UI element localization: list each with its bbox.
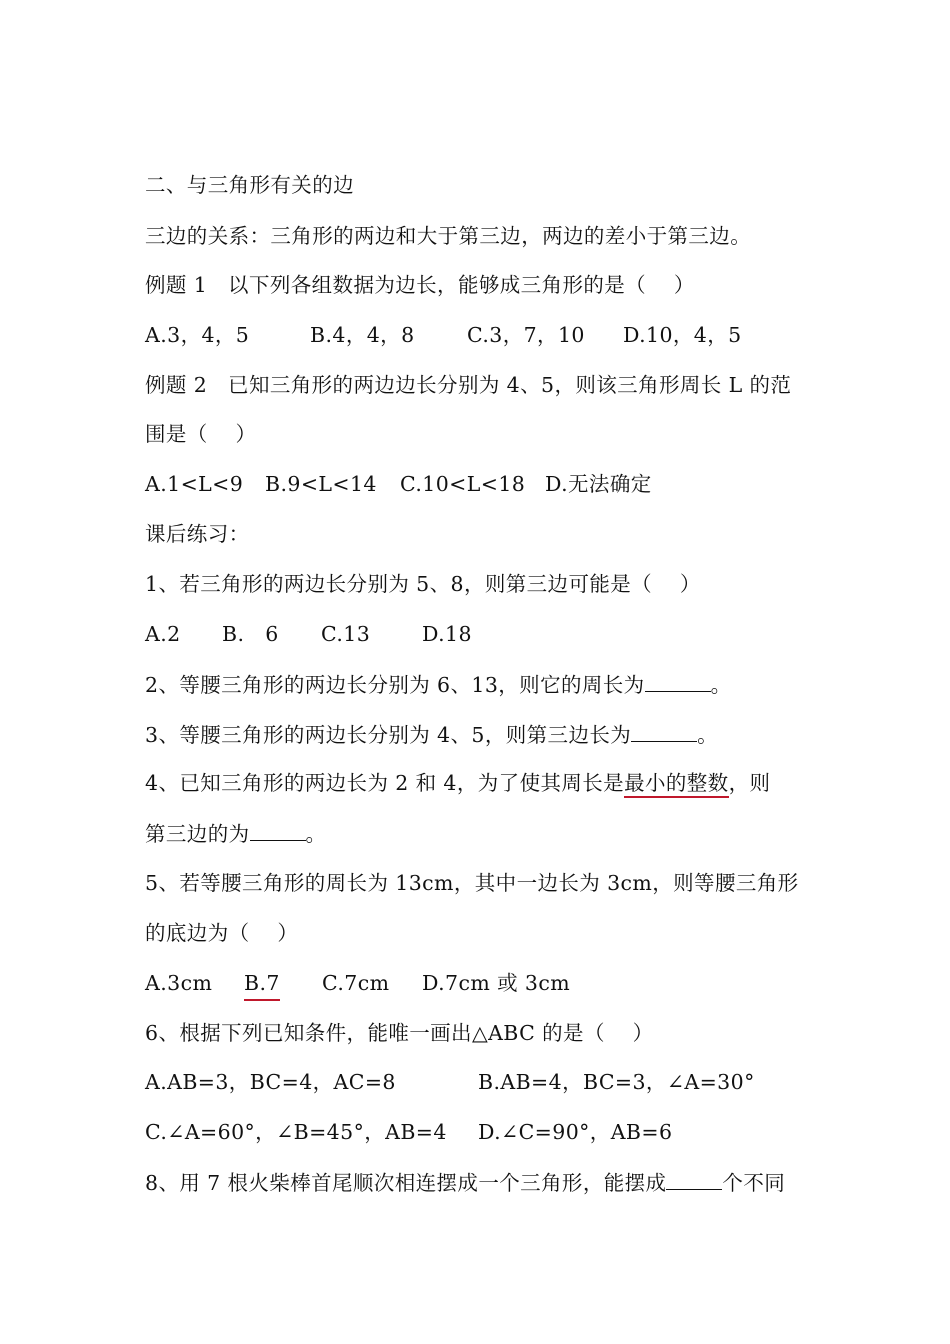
q2-text-before: 2、等腰三角形的两边长分别为 6、13，则它的周长为 — [145, 673, 645, 697]
q4-line2-before: 第三边的为 — [145, 822, 250, 846]
q6-question: 6、根据下列已知条件，能唯一画出△ABC 的是（ ） — [145, 1021, 654, 1045]
q3-question — [145, 719, 718, 749]
q5-options — [145, 968, 845, 998]
q5-question-line1: 5、若等腰三角形的周长为 13cm，其中一边长为 3cm，则等腰三角形 — [145, 871, 799, 895]
q2-answer-blank[interactable] — [645, 669, 711, 692]
q4-highlighted-phrase: 最小的整数 — [624, 771, 729, 798]
q4-question-line2 — [145, 818, 326, 848]
q8-text-before: 8、用 7 根火柴棒首尾顺次相连摆成一个三角形，能摆成 — [145, 1171, 667, 1195]
q6-options-row1 — [145, 1067, 845, 1097]
example2-option-a: A.1<L<9 — [145, 472, 244, 496]
example2-question-line1: 例题 2 已知三角形的两边边长分别为 4、5，则该三角形周长 L 的范 — [145, 373, 792, 397]
example1-option-d: D.10，4，5 — [623, 323, 742, 347]
q6-options-row2 — [145, 1117, 845, 1147]
q5-option-c: C.7cm — [322, 971, 390, 995]
section-title: 二、与三角形有关的边 — [145, 173, 354, 197]
example1-option-b: B.4，4，8 — [310, 323, 415, 347]
triangle-side-rule: 三边的关系：三角形的两边和大于第三边，两边的差小于第三边。 — [145, 224, 752, 248]
q3-text-after: 。 — [697, 723, 719, 747]
q4-text-after: ，则 — [728, 771, 771, 795]
example1-option-a: A.3，4，5 — [145, 323, 250, 347]
q5-option-a: A.3cm — [145, 971, 213, 995]
example2-option-b: B.9<L<14 — [265, 472, 377, 496]
q1-options — [145, 619, 845, 649]
q4-question-line1 — [145, 768, 770, 798]
q1-option-b: B. 6 — [222, 622, 279, 646]
q8-answer-blank[interactable] — [666, 1167, 722, 1190]
q3-text-before: 3、等腰三角形的两边长分别为 4、5，则第三边长为 — [145, 723, 632, 747]
example2-option-d: D.无法确定 — [545, 472, 652, 496]
q6-option-b: B.AB=4，BC=3，∠A=30° — [478, 1070, 755, 1094]
example2-options — [145, 469, 845, 499]
q6-option-d: D.∠C=90°，AB=6 — [478, 1120, 673, 1144]
q5-question-line2: 的底边为（ ） — [145, 921, 299, 945]
example2-option-c: C.10<L<18 — [400, 472, 526, 496]
example1-option-c: C.3，7，10 — [467, 323, 585, 347]
q5-option-b: B.7 — [244, 968, 280, 1001]
q5-option-d: D.7cm 或 3cm — [422, 971, 571, 995]
q3-answer-blank[interactable] — [631, 719, 697, 742]
q1-option-c: C.13 — [321, 622, 371, 646]
practice-title: 课后练习： — [145, 522, 250, 546]
example2-question-line2: 围是（ ） — [145, 422, 257, 446]
q1-option-a: A.2 — [145, 622, 181, 646]
q2-text-after: 。 — [710, 673, 732, 697]
q1-question: 1、若三角形的两边长分别为 5、8，则第三边可能是（ ） — [145, 572, 701, 596]
q2-question — [145, 669, 732, 699]
q4-line2-after: 。 — [305, 822, 327, 846]
q8-question — [145, 1167, 785, 1197]
q6-option-c: C.∠A=60°，∠B=45°，AB=4 — [145, 1120, 447, 1144]
example1-options — [145, 320, 845, 350]
example1-question: 例题 1 以下列各组数据为边长，能够成三角形的是（ ） — [145, 273, 695, 297]
q8-text-after: 个不同 — [722, 1171, 786, 1195]
q1-option-d: D.18 — [422, 622, 472, 646]
q6-option-a: A.AB=3，BC=4，AC=8 — [145, 1070, 396, 1094]
q4-text-before: 4、已知三角形的两边长为 2 和 4，为了使其周长是 — [145, 771, 625, 795]
q4-answer-blank[interactable] — [250, 818, 306, 841]
